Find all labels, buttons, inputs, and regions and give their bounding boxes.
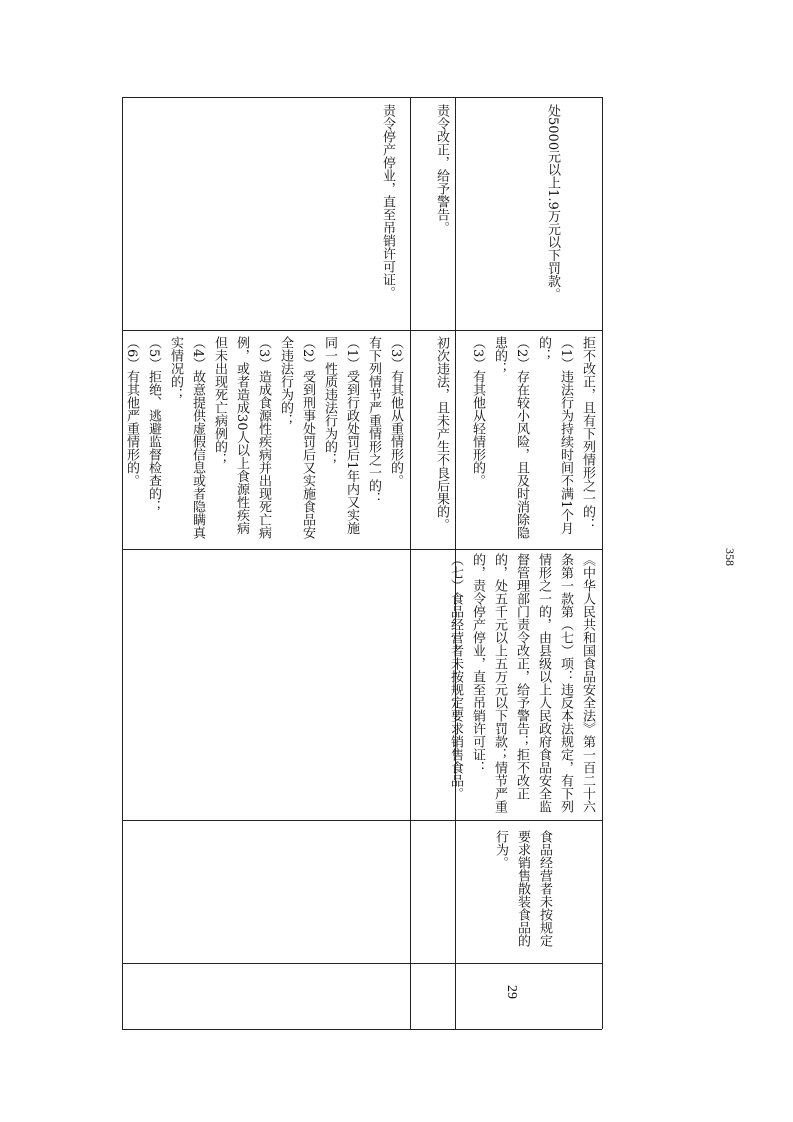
legal-basis-main: 《中华人民共和国食品安全法》第一百二十六条第一款第（七）项：违反本法规定，有下列情形之一的，由县级以上人民政府食品安全监督管理部门责令改正，给予警告；拒不改正的，处五千元以上五万元以下罚款；情节严重的，责令停产停业，直至吊销许可证： bbox=[470, 553, 595, 813]
severe-condition-2: （2）受到刑事处罚后又实施食品安全违法行为的； bbox=[278, 336, 315, 540]
severe-condition-3: （3）造成食源性疾病并出现死亡病例，或者造成30人以上食源性疾病但未出现死亡病例的； bbox=[212, 336, 271, 540]
row29-light-penalty: 处5000元以上1.9万元以下罚款。 bbox=[545, 104, 560, 301]
conditions-tail: （3）有其他从重情形的。 bbox=[388, 336, 403, 488]
row-divider bbox=[410, 97, 411, 1029]
row29-first-penalty: 责令改正，给予警告。 bbox=[434, 104, 449, 234]
prev-row-conditions bbox=[124, 336, 406, 546]
row29-light-conditions bbox=[460, 336, 598, 546]
light-condition-1: （1）违法行为持续时间不满1个月的； bbox=[536, 336, 573, 535]
page-number: 358 bbox=[723, 548, 737, 566]
prev-row-penalty bbox=[250, 104, 400, 326]
table-bottom-border bbox=[122, 1029, 602, 1030]
severe-condition-0: 有下列情节严重情形之一的： bbox=[366, 336, 381, 505]
severe-condition-6: （6）有其他严重情形的。 bbox=[124, 336, 139, 488]
light-condition-0: 拒不改正，且有下列情形之一的： bbox=[580, 336, 595, 531]
row29-legal-basis bbox=[414, 553, 598, 817]
row29-behavior: 食品经营者未按规定要求销售散装食品的行为。 bbox=[493, 830, 552, 947]
legal-basis-item: （七）食品经营者未按规定要求销售食品。 bbox=[448, 553, 463, 800]
column-divider bbox=[122, 549, 602, 550]
severe-penalty: 责令停产停业，直至吊销许可证。 bbox=[380, 104, 395, 299]
light-condition-2: （2）存在较小风险，且及时消除隐患的； bbox=[492, 336, 529, 540]
column-divider bbox=[122, 330, 602, 331]
row29-number: 29 bbox=[504, 985, 519, 999]
severe-condition-5: （5）拒绝、逃避监督检查的； bbox=[146, 336, 161, 514]
column-divider bbox=[122, 963, 602, 964]
severe-condition-4: （4）故意提供虚假信息或者隐瞒真实情况的； bbox=[168, 336, 205, 540]
column-divider bbox=[122, 820, 602, 821]
severe-condition-1: （1）受到行政处罚后1年内又实施同一性质违法行为的； bbox=[322, 336, 359, 535]
table-top-border bbox=[122, 97, 602, 98]
table-right-border bbox=[602, 97, 603, 1029]
table-left-border bbox=[122, 97, 123, 1029]
row29-first-condition: 初次违法，且未产生不良后果的。 bbox=[434, 336, 449, 531]
light-condition-3: （3）有其他从轻情形的。 bbox=[470, 336, 485, 488]
